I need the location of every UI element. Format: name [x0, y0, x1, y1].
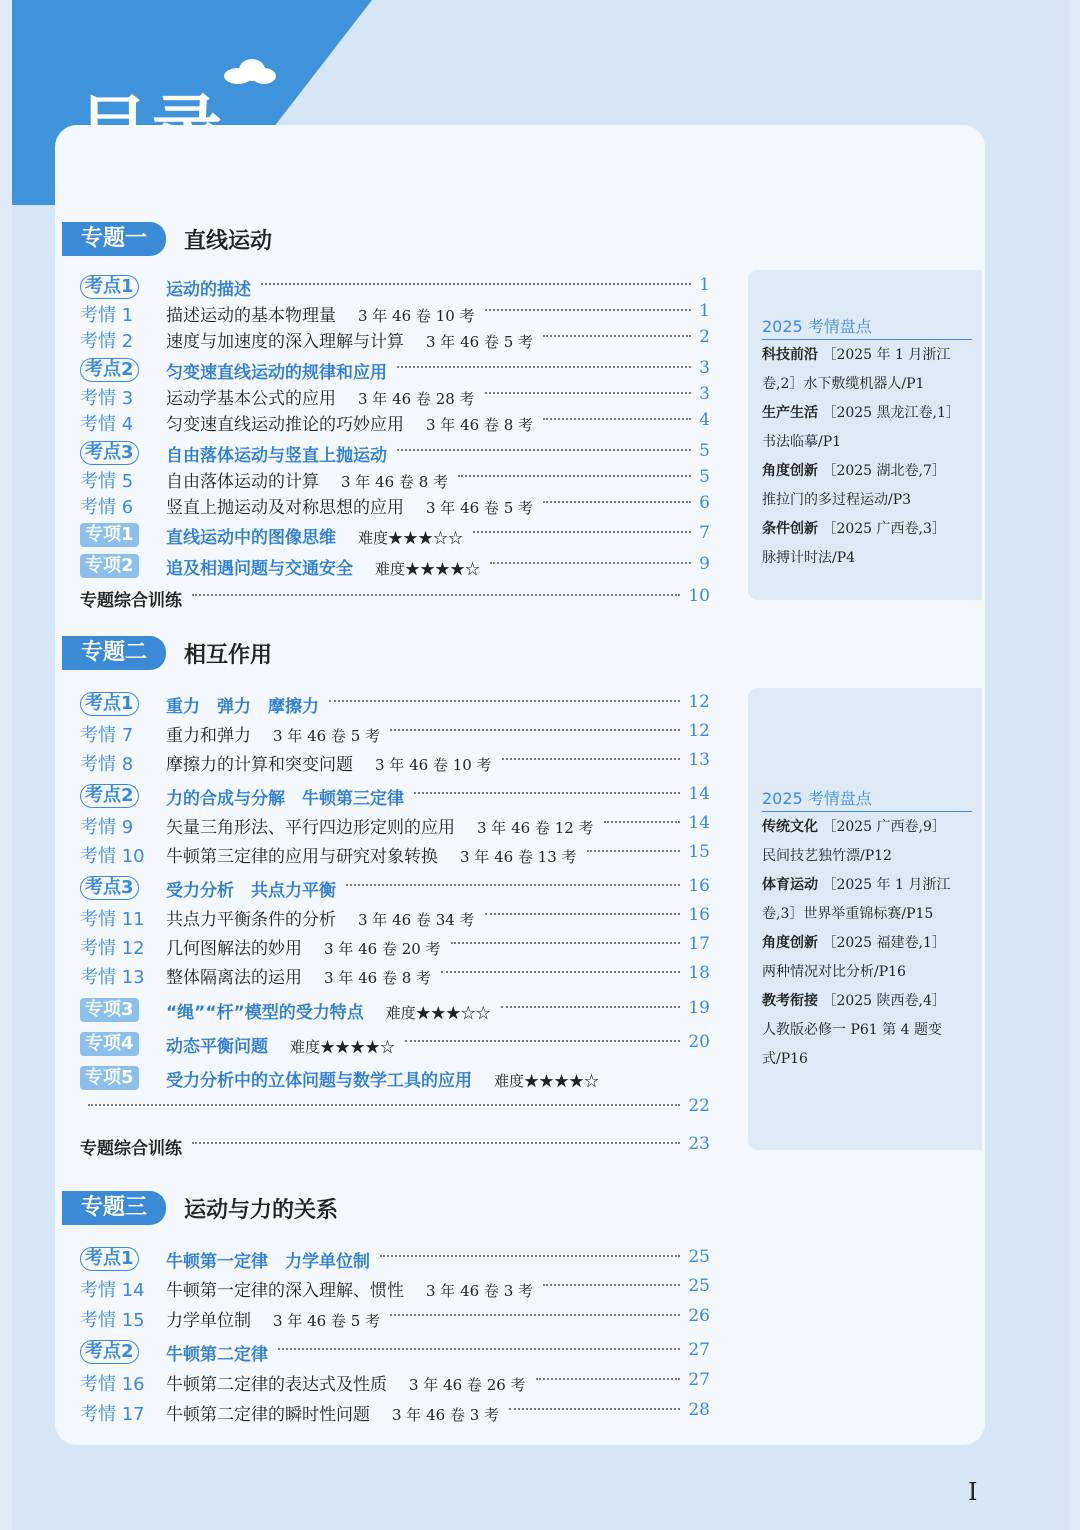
toc-meta: 3 年 46 卷 5 考 — [426, 499, 534, 517]
toc-label: 考情 8 — [80, 754, 134, 775]
toc-row — [80, 934, 710, 960]
toc-title[interactable]: 专题综合训练 — [80, 1139, 182, 1159]
toc-row — [80, 358, 710, 384]
toc-title[interactable]: 摩擦力的计算和突变问题 3 年 46 卷 10 考 — [166, 755, 492, 775]
toc-badge: 考点3 — [80, 876, 139, 900]
section-name: 直线运动 — [184, 229, 273, 254]
toc-title[interactable]: 牛顿第一定律 力学单位制 — [166, 1252, 370, 1272]
toc-page-number: 16 — [688, 905, 710, 925]
toc-title[interactable]: 共点力平衡条件的分析 3 年 46 卷 34 考 — [166, 910, 475, 930]
toc-badge: 考点3 — [80, 441, 139, 465]
toc-row — [80, 998, 710, 1024]
toc-meta: 3 年 46 卷 28 考 — [358, 390, 475, 408]
toc-page-number: 7 — [699, 523, 710, 543]
toc-row — [80, 441, 710, 467]
toc-title[interactable]: 牛顿第二定律的表达式及性质 3 年 46 卷 26 考 — [166, 1375, 526, 1395]
toc-page-number: 26 — [688, 1306, 710, 1326]
toc-title[interactable]: 直线运动中的图像思维 难度★★★☆☆ — [166, 528, 464, 548]
sidebar-line: 人教版必修一 P61 第 4 题变 — [762, 1022, 942, 1038]
sidebar-line: 书法临摹/P1 — [762, 434, 842, 450]
toc-label: 考情 4 — [80, 414, 134, 435]
leader-dots — [380, 1255, 680, 1257]
toc-page-number: 28 — [688, 1400, 710, 1420]
toc-badge: 专项1 — [80, 523, 139, 547]
sidebar-line: 角度创新 ［2025 福建卷,1］ — [762, 935, 946, 951]
toc-meta: 3 年 46 卷 8 考 — [324, 969, 432, 987]
toc-meta: 3 年 46 卷 8 考 — [426, 416, 534, 434]
toc-badge: 考点1 — [80, 275, 139, 299]
toc-row — [80, 493, 710, 519]
leader-dots — [397, 366, 691, 368]
toc-row — [80, 1276, 710, 1302]
toc-badge: 专项4 — [80, 1032, 139, 1056]
toc-page-number: 25 — [688, 1247, 710, 1267]
sidebar-line: 脉搏计时法/P4 — [762, 550, 856, 566]
toc-row — [80, 1066, 710, 1092]
leader-dots — [261, 283, 691, 285]
leader-dots — [414, 792, 680, 794]
sidebar-title: 2025 考情盘点 — [762, 314, 972, 340]
toc-meta: 3 年 46 卷 5 考 — [426, 333, 534, 351]
toc-meta: 难度★★★☆☆ — [358, 529, 464, 547]
toc-page-number: 25 — [688, 1276, 710, 1296]
toc-meta: 3 年 46 卷 5 考 — [273, 727, 381, 745]
cloud-icon — [218, 56, 278, 86]
toc-title[interactable]: 专题综合训练 — [80, 591, 182, 611]
toc-row — [80, 1134, 710, 1160]
toc-meta: 难度★★★★☆ — [494, 1072, 600, 1090]
toc-title[interactable]: 匀变速直线运动推论的巧妙应用 3 年 46 卷 8 考 — [166, 415, 534, 435]
leader-dots — [604, 821, 680, 823]
toc-page-number: 22 — [688, 1096, 710, 1116]
sidebar-line: 教考衔接 ［2025 陕西卷,4］ — [762, 993, 946, 1009]
leader-dots — [485, 309, 691, 311]
toc-page-number: 16 — [688, 876, 710, 896]
toc-label: 考情 11 — [80, 909, 145, 930]
toc-label: 考情 2 — [80, 331, 134, 352]
leader-dots — [390, 1314, 680, 1316]
toc-label: 考情 10 — [80, 846, 145, 867]
toc-badge: 考点2 — [80, 358, 139, 382]
toc-badge: 专项3 — [80, 998, 139, 1022]
toc-label: 考情 16 — [80, 1374, 145, 1395]
toc-row — [80, 327, 710, 353]
leader-dots — [543, 418, 691, 420]
leader-dots — [485, 392, 691, 394]
toc-meta: 3 年 46 卷 5 考 — [273, 1312, 381, 1330]
leader-dots — [441, 971, 680, 973]
sidebar-line: 传统文化 ［2025 广西卷,9］ — [762, 819, 946, 835]
toc-badge: 考点1 — [80, 692, 139, 716]
sidebar-box-1 — [748, 270, 982, 600]
leader-dots — [543, 335, 691, 337]
sidebar-line: 推拉门的多过程运动/P3 — [762, 492, 912, 508]
toc-label: 考情 9 — [80, 817, 134, 838]
toc-page-number: 13 — [688, 750, 710, 770]
toc-meta: 3 年 46 卷 10 考 — [375, 756, 492, 774]
toc-row — [80, 1370, 710, 1396]
toc-row — [80, 1247, 710, 1273]
leader-dots — [329, 700, 680, 702]
toc-row — [80, 692, 710, 718]
toc-row — [80, 467, 710, 493]
toc-row — [80, 554, 710, 580]
toc-page-number: 6 — [699, 493, 710, 513]
toc-page-number: 14 — [688, 813, 710, 833]
section-name: 相互作用 — [184, 643, 273, 668]
toc-badge: 考点2 — [80, 784, 139, 808]
toc-row — [80, 1340, 710, 1366]
toc-page-number: 5 — [699, 467, 710, 487]
sidebar-line: 科技前沿 ［2025 年 1 月浙江 — [762, 347, 951, 363]
toc-page-number: 27 — [688, 1340, 710, 1360]
toc-title[interactable]: 运动学基本公式的应用 3 年 46 卷 28 考 — [166, 389, 475, 409]
leader-dots — [543, 501, 691, 503]
leader-dots — [397, 449, 691, 451]
sidebar-line: 条件创新 ［2025 广西卷,3］ — [762, 521, 946, 537]
toc-title[interactable]: 匀变速直线运动的规律和应用 — [166, 363, 387, 383]
toc-meta: 3 年 46 卷 8 考 — [341, 473, 449, 491]
toc-meta: 3 年 46 卷 26 考 — [409, 1376, 526, 1394]
toc-meta: 难度★★★☆☆ — [385, 1004, 491, 1022]
sidebar-line: 民间技艺独竹漂/P12 — [762, 848, 892, 864]
toc-label: 考情 14 — [80, 1280, 145, 1301]
toc-page-number: 14 — [688, 784, 710, 804]
leader-dots — [405, 1040, 680, 1042]
sidebar-box-2 — [748, 688, 982, 1150]
toc-row — [80, 750, 710, 776]
toc-title[interactable]: 几何图解法的妙用 3 年 46 卷 20 考 — [166, 939, 441, 959]
toc-row — [80, 721, 710, 747]
toc-badge: 考点2 — [80, 1340, 139, 1364]
leader-dots — [543, 1284, 680, 1286]
leader-dots — [509, 1408, 680, 1410]
section-tag: 专题一 — [62, 222, 166, 256]
toc-row — [80, 384, 710, 410]
toc-meta: 3 年 46 卷 13 考 — [460, 848, 577, 866]
toc-page-number: 3 — [699, 358, 710, 378]
toc-label: 考情 13 — [80, 967, 145, 988]
toc-title[interactable]: 重力和弹力 3 年 46 卷 5 考 — [166, 726, 381, 746]
toc-title[interactable]: 力的合成与分解 牛顿第三定律 — [166, 789, 404, 809]
toc-meta: 3 年 46 卷 3 考 — [392, 1406, 500, 1424]
toc-page-number: 17 — [688, 934, 710, 954]
toc-row — [80, 275, 710, 301]
leader-dots — [501, 1006, 680, 1008]
toc-label: 考情 7 — [80, 725, 134, 746]
leader-dots — [192, 1142, 680, 1144]
toc-title[interactable]: 矢量三角形法、平行四边形定则的应用 3 年 46 卷 12 考 — [166, 818, 594, 838]
toc-meta: 难度★★★★☆ — [375, 560, 481, 578]
toc-meta: 3 年 46 卷 12 考 — [477, 819, 594, 837]
sidebar-line: 生产生活 ［2025 黑龙江卷,1］ — [762, 405, 960, 421]
toc-title[interactable]: 描述运动的基本物理量 3 年 46 卷 10 考 — [166, 306, 475, 326]
toc-row — [80, 1032, 710, 1058]
toc-row — [80, 1096, 710, 1122]
leader-dots — [192, 594, 680, 596]
toc-page-number: 10 — [688, 586, 710, 606]
section-tag: 专题二 — [62, 636, 166, 670]
leader-dots — [458, 475, 691, 477]
toc-label: 考情 15 — [80, 1310, 145, 1331]
leader-dots — [502, 758, 680, 760]
toc-title[interactable]: 运动的描述 — [166, 280, 251, 300]
sidebar-line: 卷,2］水下敷缆机器人/P1 — [762, 376, 925, 392]
toc-page-number: 18 — [688, 963, 710, 983]
toc-meta: 3 年 46 卷 3 考 — [426, 1282, 534, 1300]
toc-page-number: 12 — [688, 692, 710, 712]
toc-label: 考情 5 — [80, 471, 134, 492]
toc-label: 考情 12 — [80, 938, 145, 959]
section-name: 运动与力的关系 — [184, 1198, 339, 1223]
toc-page-number: 4 — [699, 410, 710, 430]
toc-title[interactable]: 力学单位制 3 年 46 卷 5 考 — [166, 1311, 381, 1331]
sidebar-line: 卷,3］世界举重锦标赛/P15 — [762, 906, 934, 922]
toc-title[interactable]: 牛顿第一定律的深入理解、惯性 3 年 46 卷 3 考 — [166, 1281, 534, 1301]
toc-title[interactable]: 自由落体运动与竖直上抛运动 — [166, 446, 387, 466]
leader-dots — [473, 531, 691, 533]
toc-meta: 难度★★★★☆ — [290, 1038, 396, 1056]
toc-row — [80, 963, 710, 989]
leader-dots — [490, 562, 691, 564]
toc-page-number: 20 — [688, 1032, 710, 1052]
toc-row — [80, 523, 710, 549]
toc-page-number: 1 — [699, 301, 710, 321]
toc-page-number: 9 — [699, 554, 710, 574]
toc-page-number: 15 — [688, 842, 710, 862]
toc-label: 考情 17 — [80, 1404, 145, 1425]
toc-row — [80, 1306, 710, 1332]
leader-dots — [485, 913, 680, 915]
toc-row — [80, 410, 710, 436]
toc-row — [80, 301, 710, 327]
toc-page-number: 5 — [699, 441, 710, 461]
toc-title[interactable]: 追及相遇问题与交通安全 难度★★★★☆ — [166, 559, 481, 579]
toc-row — [80, 842, 710, 868]
sidebar-line: 两种情况对比分析/P16 — [762, 964, 906, 980]
toc-title[interactable]: 受力分析 共点力平衡 — [166, 881, 336, 901]
toc-title[interactable]: 重力 弹力 摩擦力 — [166, 697, 319, 717]
toc-row — [80, 586, 710, 612]
toc-meta: 3 年 46 卷 20 考 — [324, 940, 441, 958]
toc-page-number: 1 — [699, 275, 710, 295]
leader-dots — [536, 1378, 680, 1380]
toc-title[interactable]: 牛顿第二定律 — [166, 1345, 268, 1365]
sidebar-line: 角度创新 ［2025 湖北卷,7］ — [762, 463, 946, 479]
toc-badge: 专项5 — [80, 1066, 139, 1090]
toc-page-number: 2 — [699, 327, 710, 347]
section-tag: 专题三 — [62, 1191, 166, 1225]
sidebar-title: 2025 考情盘点 — [762, 786, 972, 812]
toc-row — [80, 813, 710, 839]
toc-page-number: 19 — [688, 998, 710, 1018]
toc-row — [80, 905, 710, 931]
toc-title[interactable]: 受力分析中的立体问题与数学工具的应用 难度★★★★☆ — [166, 1071, 600, 1091]
toc-title[interactable]: “绳”“杆”模型的受力特点 难度★★★☆☆ — [166, 1003, 491, 1023]
toc-page-number: 3 — [699, 384, 710, 404]
sidebar-line: 体育运动 ［2025 年 1 月浙江 — [762, 877, 951, 893]
toc-meta: 3 年 46 卷 10 考 — [358, 307, 475, 325]
toc-badge: 专项2 — [80, 554, 139, 578]
leader-dots — [278, 1348, 680, 1350]
toc-title[interactable]: 速度与加速度的深入理解与计算 3 年 46 卷 5 考 — [166, 332, 534, 352]
sidebar-line: 式/P16 — [762, 1051, 808, 1067]
leader-dots — [346, 884, 680, 886]
toc-title[interactable]: 牛顿第二定律的瞬时性问题 3 年 46 卷 3 考 — [166, 1405, 500, 1425]
toc-row — [80, 1400, 710, 1426]
toc-row — [80, 876, 710, 902]
toc-label: 考情 1 — [80, 305, 134, 326]
toc-row — [80, 784, 710, 810]
toc-title[interactable]: 动态平衡问题 难度★★★★☆ — [166, 1037, 396, 1057]
page-number: I — [968, 1478, 978, 1506]
toc-meta: 3 年 46 卷 34 考 — [358, 911, 475, 929]
toc-title[interactable]: 整体隔离法的运用 3 年 46 卷 8 考 — [166, 968, 432, 988]
leader-dots — [390, 729, 680, 731]
toc-page-number: 27 — [688, 1370, 710, 1390]
toc-label: 考情 6 — [80, 497, 134, 518]
leader-dots — [88, 1104, 680, 1106]
toc-label: 考情 3 — [80, 388, 134, 409]
leader-dots — [587, 850, 680, 852]
toc-page-number: 23 — [688, 1134, 710, 1154]
toc-title[interactable]: 牛顿第三定律的应用与研究对象转换 3 年 46 卷 13 考 — [166, 847, 577, 867]
toc-page-number: 12 — [688, 721, 710, 741]
toc-title[interactable]: 竖直上抛运动及对称思想的应用 3 年 46 卷 5 考 — [166, 498, 534, 518]
toc-title[interactable]: 自由落体运动的计算 3 年 46 卷 8 考 — [166, 472, 449, 492]
toc-badge: 考点1 — [80, 1247, 139, 1271]
leader-dots — [451, 942, 680, 944]
